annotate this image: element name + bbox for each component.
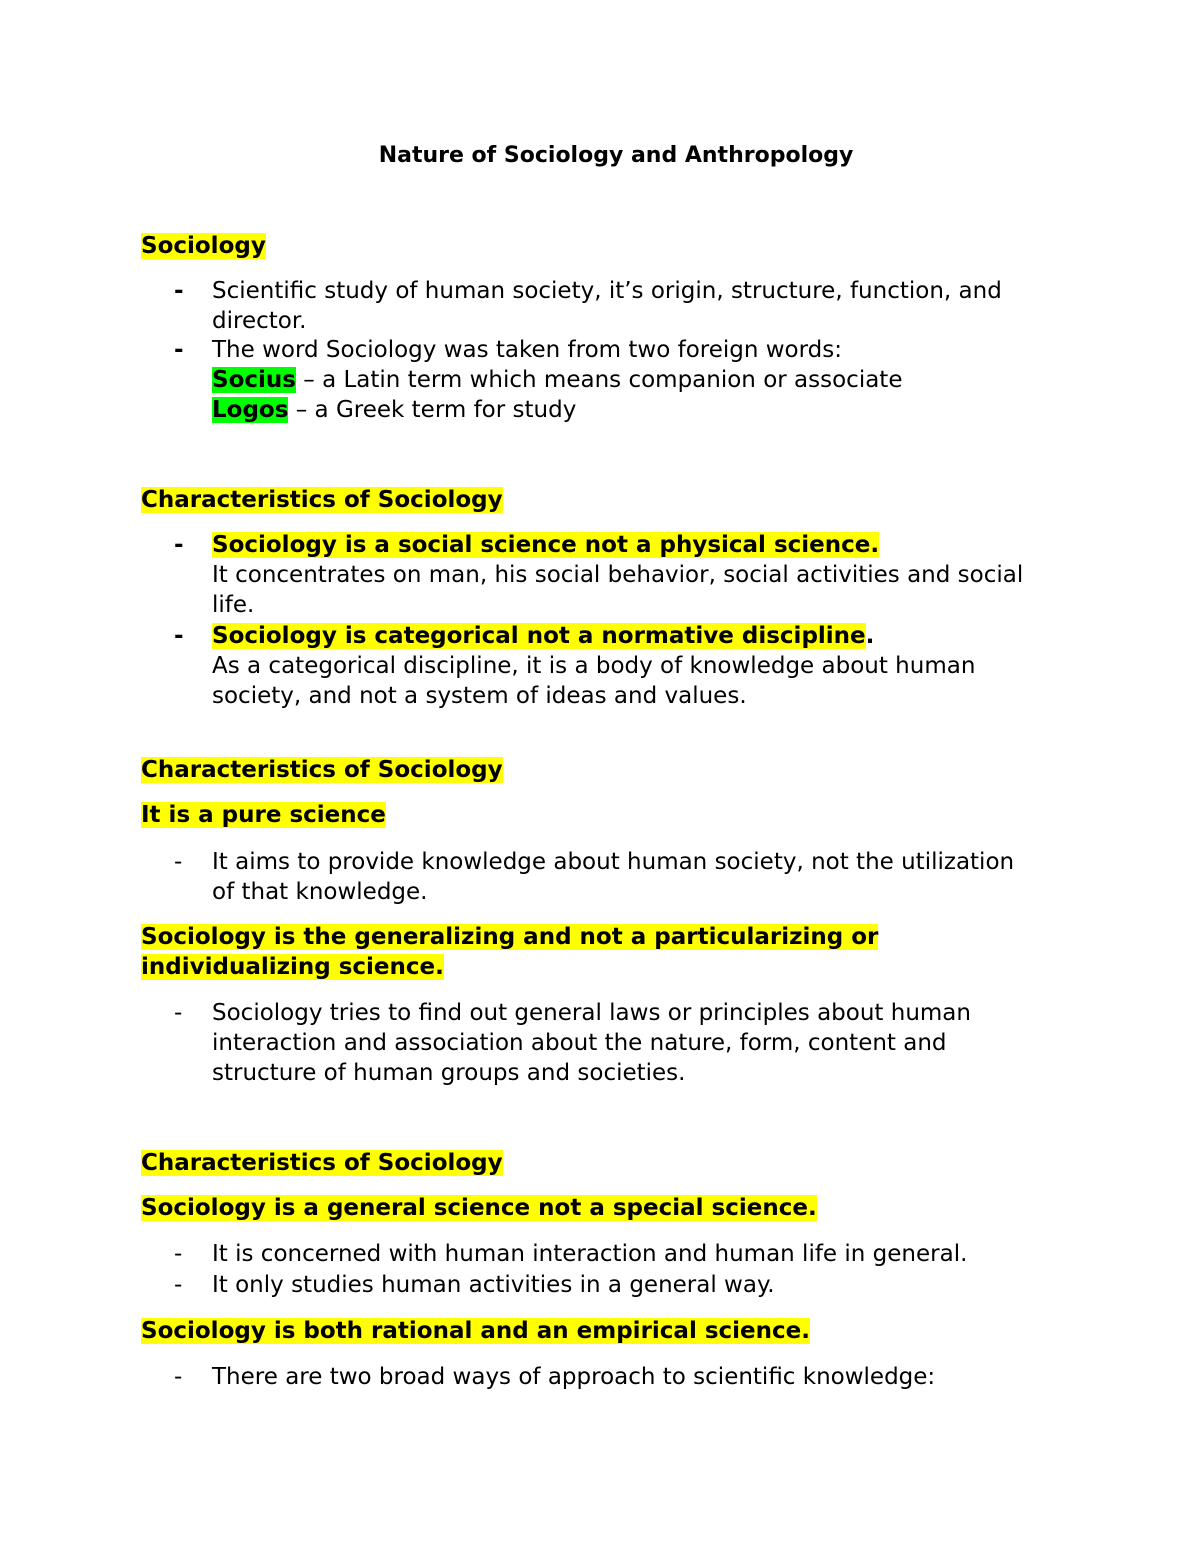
etymology-intro: The word Sociology was taken from two foreign words: (212, 337, 843, 363)
general-science-heading: Sociology is a general science not a special science. (141, 1195, 817, 1221)
bullet-dash: - (174, 532, 184, 558)
bullet-dash: - (174, 337, 184, 363)
rational-empirical-bullet-1: There are two broad ways of approach to scientific knowledge: (212, 1364, 936, 1390)
page-title: Nature of Sociology and Anthropology (378, 143, 854, 168)
logos-definition: – a Greek term for study (288, 397, 577, 423)
heading-sociology: Sociology (141, 233, 266, 259)
generalizing-line-1: Sociology tries to find out general laws or principles about human (212, 1000, 971, 1026)
categorical-line-2: As a categorical discipline, it is a body of knowledge about human (212, 653, 976, 679)
heading-characteristics-2: Characteristics of Sociology (141, 757, 503, 783)
heading-characteristics-3: Characteristics of Sociology (141, 1150, 503, 1176)
pure-science-line-2: of that knowledge. (212, 879, 428, 905)
socius-definition: – a Latin term which means companion or associate (295, 367, 903, 393)
pure-science-heading: It is a pure science (141, 802, 386, 828)
bullet-dash: - (174, 278, 184, 304)
generalizing-heading-line-2: individualizing science. (141, 954, 444, 980)
social-science-heading: Sociology is a social science not a physical science. (212, 532, 880, 558)
sociology-definition-line-2: director. (212, 308, 307, 334)
categorical-heading: Sociology is categorical not a normative discipline (212, 623, 866, 649)
bullet-dash: - (174, 1364, 183, 1390)
categorical-line-3: society, and not a system of ideas and values. (212, 683, 747, 709)
rational-empirical-heading: Sociology is both rational and an empirical science. (141, 1318, 810, 1344)
social-science-line-3: life. (212, 592, 255, 618)
logos-line (212, 395, 576, 425)
generalizing-line-3: structure of human groups and societies. (212, 1060, 686, 1086)
categorical-period: . (865, 623, 875, 649)
bullet-dash: - (174, 1272, 183, 1298)
pure-science-line-1: It aims to provide knowledge about human society, not the utilization (212, 849, 1015, 875)
social-science-line-2: It concentrates on man, his social behavior, social activities and social (212, 562, 1024, 588)
logos-term: Logos (212, 397, 289, 423)
bullet-dash: - (174, 1241, 183, 1267)
socius-line (212, 365, 902, 395)
heading-characteristics-1: Characteristics of Sociology (141, 487, 503, 513)
bullet-dash: - (174, 849, 183, 875)
bullet-dash: - (174, 623, 184, 649)
generalizing-line-2: interaction and association about the nature, form, content and (212, 1030, 947, 1056)
sociology-definition-line-1: Scientific study of human society, it’s origin, structure, function, and (212, 278, 1002, 304)
general-science-bullet-2: It only studies human activities in a general way. (212, 1272, 775, 1298)
general-science-bullet-1: It is concerned with human interaction and human life in general. (212, 1241, 968, 1267)
bullet-dash: - (174, 1000, 183, 1026)
socius-term: Socius (212, 367, 296, 393)
generalizing-heading-line-1: Sociology is the generalizing and not a particularizing or (141, 924, 879, 950)
